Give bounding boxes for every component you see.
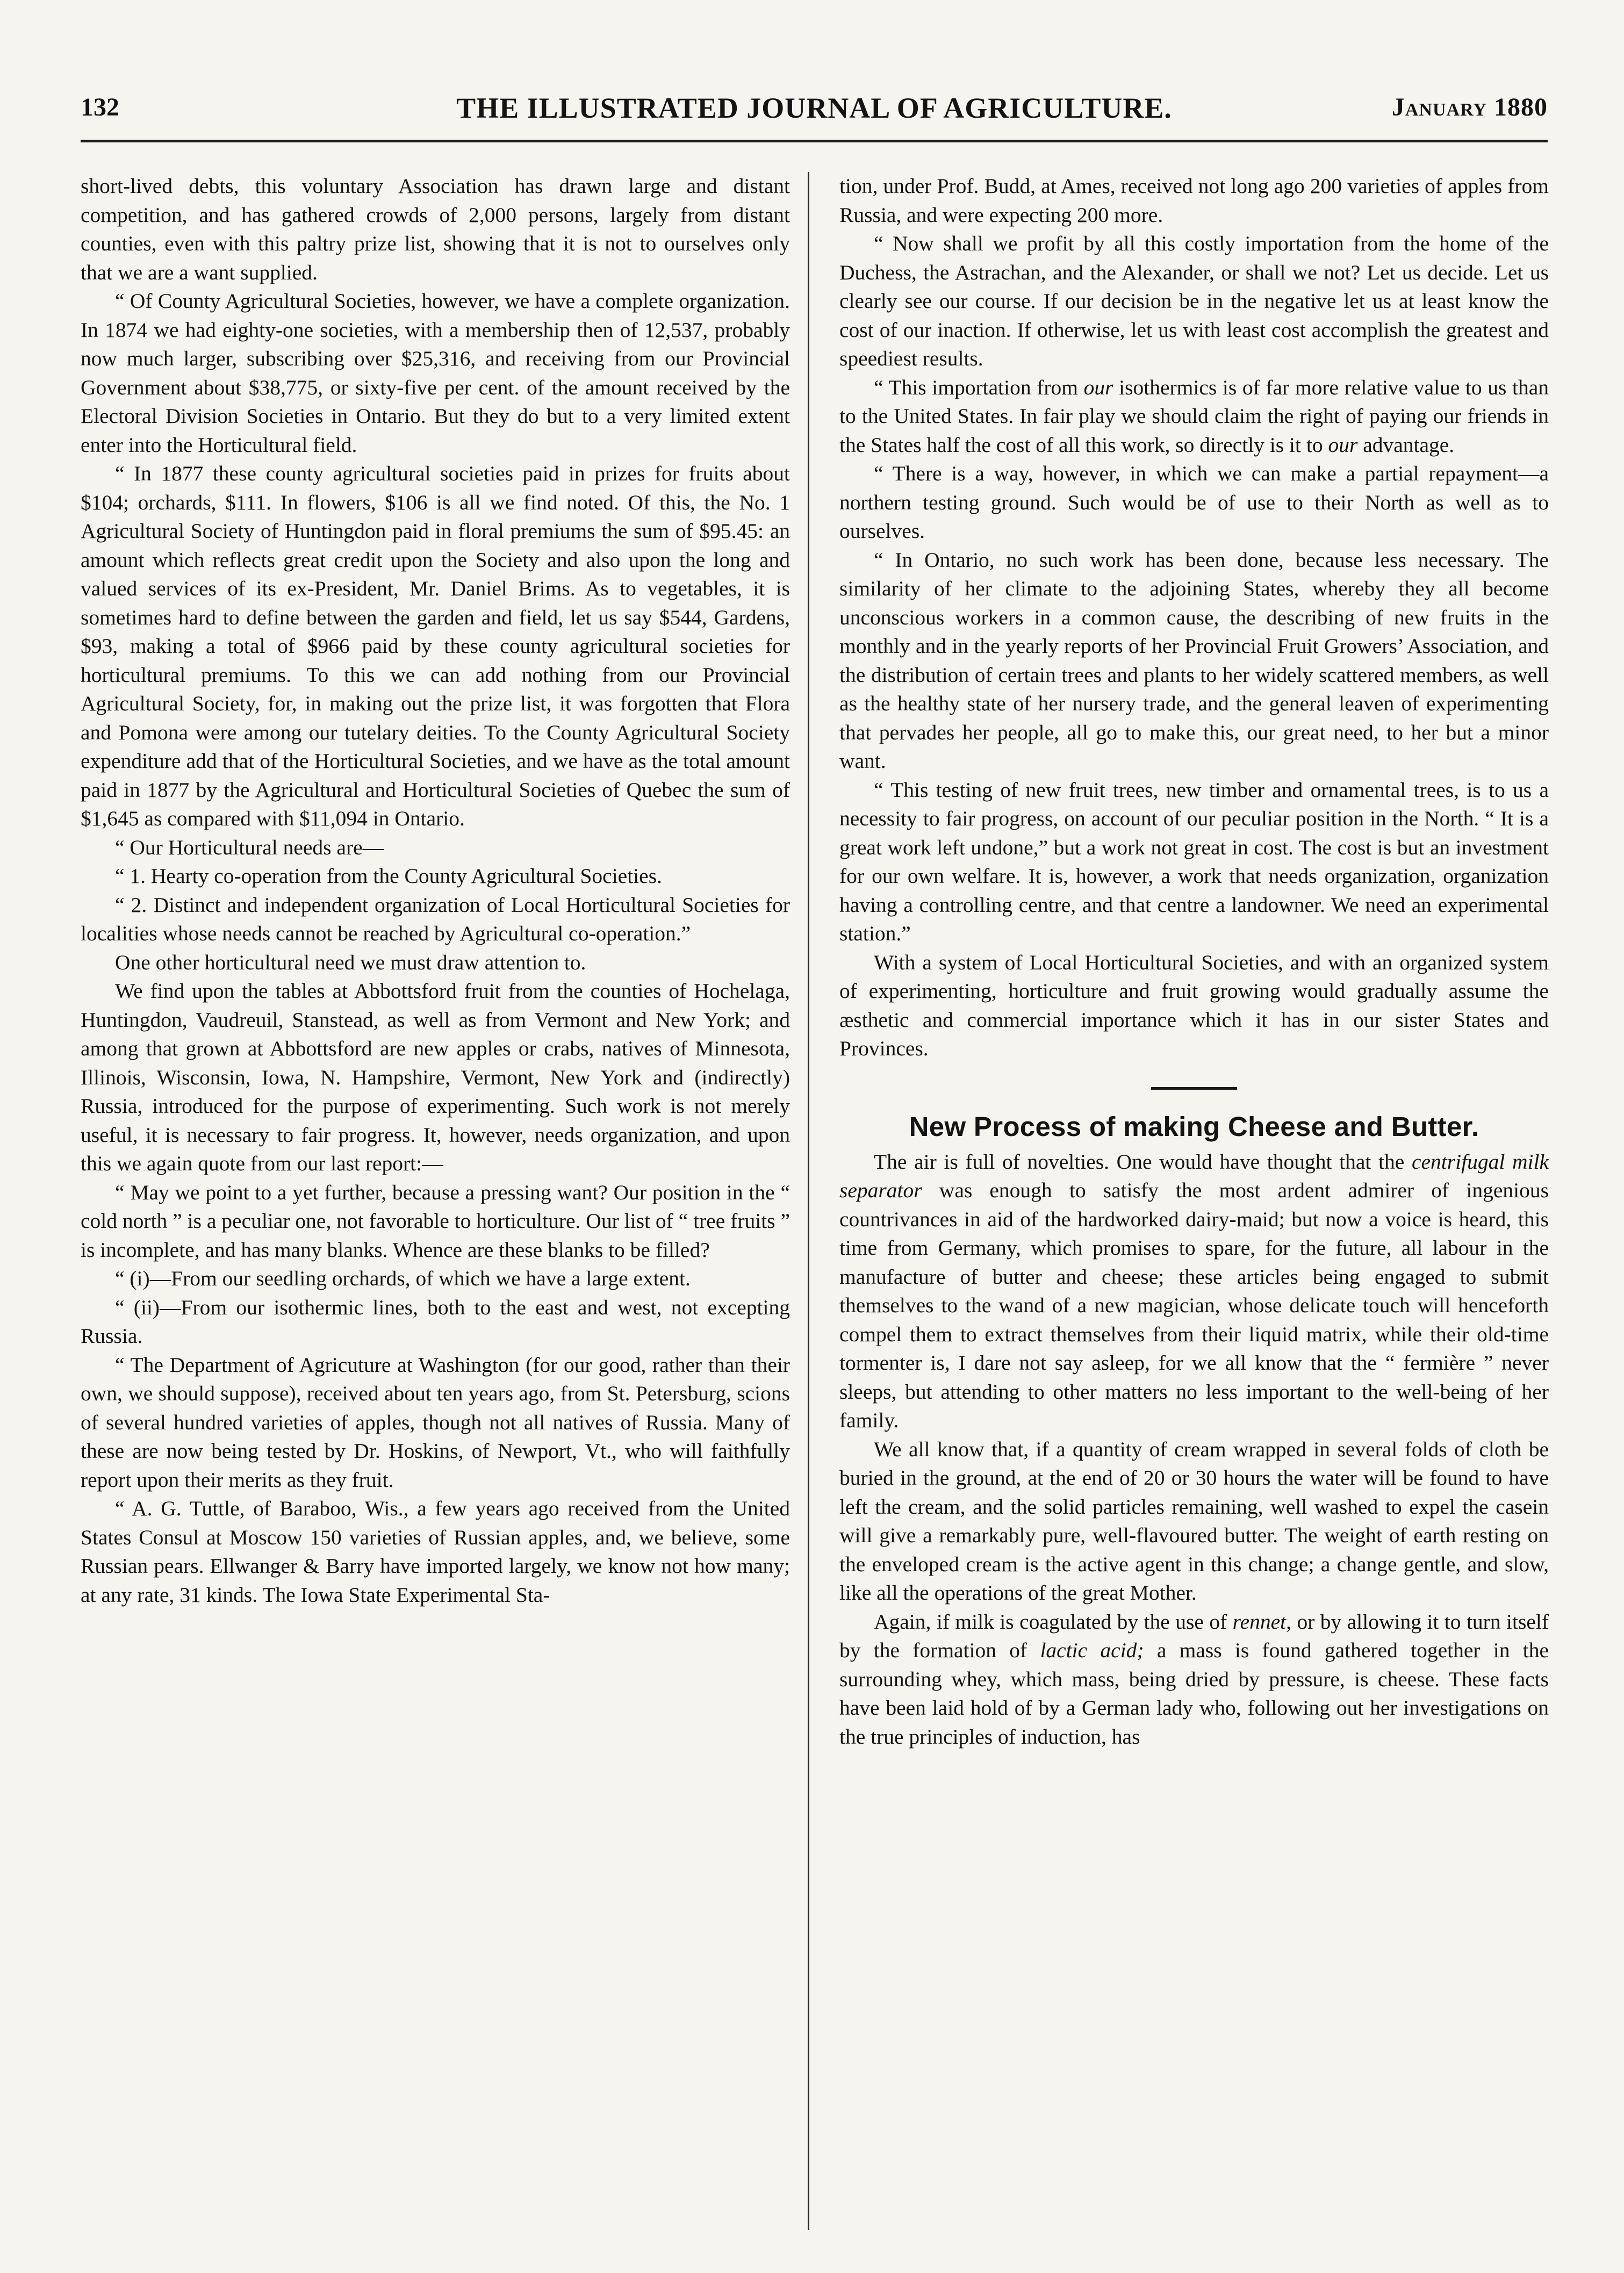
right-column [839, 172, 1549, 2230]
column-divider [808, 172, 809, 2230]
paragraph: We all know that, if a quantity of cream wrapped in several folds of cloth be buried in the ground, at the end of 20 or 30 hours the water will be found to have left the cream, and the solid particles remaining, well washed to expel the casein will give a remarkably pure, well-flavoured butter. The weight of earth resting on the enveloped cream is the active agent in this change; a change gentle, and slow, like all the operations of the great Mother. [839, 1437, 1549, 1605]
italic-text: our [1083, 375, 1113, 399]
paragraph: “ (i)—From our seedling orchards, of which we have a large extent. [115, 1267, 691, 1290]
paragraph [839, 1608, 1549, 1752]
text-run: The air is full of novelties. One would have thought that the [874, 1149, 1412, 1174]
paragraph [839, 373, 1549, 460]
paragraph: One other horticultural need we must draw attention to. [115, 950, 586, 974]
paragraph: “ (ii)—From our isothermic lines, both to the east and west, not excepting Russia. [81, 1295, 790, 1348]
paragraph: “ A. G. Tuttle, of Baraboo, Wis., a few years ago received from the United States Consul at Moscow 150 varieties of Russian apples, and, we believe, some Russian pears. Ellwanger & Barry have imported largely, we know not how many; at any rate, 31 kinds. The Iowa State Experimental Sta- [81, 1497, 790, 1607]
paragraph [839, 1148, 1549, 1435]
page-header [81, 81, 1548, 142]
paragraph: With a system of Local Horticultural Societies, and with an organized system of experimenting, horticulture and fruit growing would gradually assume the æsthetic and commercial importance which it has in our sister States and Provinces. [839, 950, 1549, 1060]
text-run: a mass is found gathered together in the surrounding whey, which mass, being dried by pressure, is cheese. These facts have been laid hold of by a German lady who, following out her investigations on the true principles of induction, has [839, 1638, 1549, 1749]
journal-title: THE ILLUSTRATED JOURNAL OF AGRICULTURE. [456, 92, 1172, 124]
article-title: New Process of making Cheese and Butter. [909, 1111, 1479, 1142]
text-run: isothermics is of far more relative value to us than to the United States. In fair play we should claim the right of paying our friends in the States half the cost of all this work, so directly is it to [839, 375, 1549, 457]
text-run: Again, if milk is coagulated by the use of [874, 1609, 1233, 1634]
italic-text: centrifugal milk separator [839, 1149, 1549, 1202]
italic-text: rennet, [1232, 1609, 1291, 1634]
paragraph: “ 2. Distinct and independent organization of Local Horticultural Societies for localities whose needs cannot be reached by Agricultural co-operation.” [81, 893, 790, 945]
paragraph: “ This testing of new fruit trees, new timber and ornamental trees, is to us a necessity to fair progress, on account of our peculiar position in the North. “ It is a great work left undone,” but a work not great in cost. The cost is but an investment for our own welfare. It is, however, a work that needs organization, organization having a controlling centre, and that centre a landowner. We need an experimental station.” [839, 778, 1549, 945]
paragraph: “ 1. Hearty co-operation from the County Agricultural Societies. [115, 864, 662, 888]
paragraph: We find upon the tables at Abbottsford fruit from the counties of Hochelaga, Huntingdon, Vaudreuil, Stanstead, as well as from Vermont and New York; and among that grown at Abbottsford are new apples or crabs, natives of Minnesota, Illinois, Wisconsin, Iowa, N. Hampshire, Vermont, New York and (indirectly) Russia, introduced for the purpose of experimenting. Such work is not merely useful, it is necessary to fair progress. It, however, needs organization, and upon this we again quote from our last report:— [81, 979, 790, 1175]
paragraph: “ May we point to a yet further, because a pressing want? Our position in the “ cold north ” is a peculiar one, not favorable to horticulture. Our list of “ tree fruits ” is incomplete, and has many blanks. Whence are these blanks to be filled? [81, 1180, 790, 1262]
paragraph: “ Now shall we profit by all this costly importation from the home of the Duchess, the Astrachan, and the Alexander, or shall we not? Let us decide. Let us clearly see our course. If our decision be in the negative let us at least know the cost of our inaction. If otherwise, let us with least cost accomplish the greatest and speediest results. [839, 232, 1549, 370]
page-number: 132 [81, 93, 119, 121]
paragraph: “ In Ontario, no such work has been done, because less necessary. The similarity of her climate to the adjoining States, whereby they all become unconscious workers in a common cause, the describing of new fruits in the monthly and in the yearly reports of her Provincial Fruit Growers’ Association, and the distribution of certain trees and plants to her widely scattered members, as well as the healthy state of her nursery trade, and the general leaven of experimenting that pervades her people, all go to make this, our great need, to her but a minor want. [839, 548, 1549, 773]
paragraph: tion, under Prof. Budd, at Ames, received not long ago 200 varieties of apples from Russia, and were expecting 200 more. [839, 174, 1549, 227]
paragraph: “ There is a way, however, in which we can make a partial repayment—a northern testing ground. Such would be of use to their North as well as to ourselves. [839, 462, 1549, 543]
text-run: advantage. [1357, 433, 1455, 457]
paragraph: “ The Department of Agricuture at Washington (for our good, rather than their own, we should suppose), received about ten years ago, from St. Petersburg, scions of several hundred varieties of apples, though not all natives of Russia. Many of these are now being tested by Dr. Hoskins, of Newport, Vt., who will faithfully report upon their merits as they fruit. [81, 1353, 790, 1492]
paragraph: “ In 1877 these county agricultural societies paid in prizes for fruits about $104; orchards, $111. In flowers, $106 is all we find noted. Of this, the No. 1 Agricultural Society of Huntingdon paid in floral premiums the sum of $95.45: an amount which reflects great credit upon the Society and also upon the long and valued services of its ex-President, Mr. Daniel Brims. As to vegetables, it is sometimes hard to define between the garden and field, let us say $544, Gardens, $93, making a total of $966 paid by these county agricultural societies for horticultural premiums. To this we can add nothing from our Provincial Agricultural Society, for, in making out the prize list, it was forgotten that Flora and Pomona were among our tutelary deities. To the County Agricultural Society expenditure add that of the Horticultural Societies, and we have as the total amount paid in 1877 by the Agricultural and Horticultural Societies of Quebec the sum of $1,645 as compared with $11,094 in Ontario. [81, 462, 790, 830]
text-run: was enough to satisfy the most ardent admirer of ingenious countrivances in aid of the hardworked dairy-maid; but now a voice is heard, this time from Germany, which promises to spare, for the future, all labour in the manufacture of butter and cheese; these articles being engaged to submit themselves to the wand of a new magician, whose delicate touch will henceforth compel them to extract themselves from their liquid matrix, while their old-time tormenter is, I dare not say asleep, for we all know that the “ fermière ” never sleeps, but attending to other matters no less important to the well-being of her family. [839, 1178, 1549, 1432]
italic-text: our [1328, 433, 1358, 457]
left-column [81, 172, 790, 2230]
text-run: “ This importation from [874, 375, 1084, 399]
paragraph: short-lived debts, this voluntary Association has drawn large and distant competition, and has gathered crowds of 2,000 persons, largely from distant counties, even with this paltry prize list, showing that it is not to ourselves only that we are a want supplied. [81, 174, 790, 284]
section-separator-rule [1151, 1087, 1237, 1090]
paragraph: “ Our Horticultural needs are— [115, 835, 384, 859]
paragraph: “ Of County Agricultural Societies, however, we have a complete organization. In 1874 we had eighty-one societies, with a membership then of 12,537, probably now much larger, subscribing over $25,316, and receiving from our Provincial Government about $38,775, or sixty-five per cent. of the amount received by the Electoral Division Societies in Ontario. But they do but to a very limited extent enter into the Horticultural field. [81, 289, 790, 457]
italic-text: lactic acid; [1040, 1638, 1144, 1662]
issue-date: January 1880 [1391, 93, 1548, 121]
text-run: or by allowing it to turn itself by the formation of [839, 1609, 1549, 1662]
